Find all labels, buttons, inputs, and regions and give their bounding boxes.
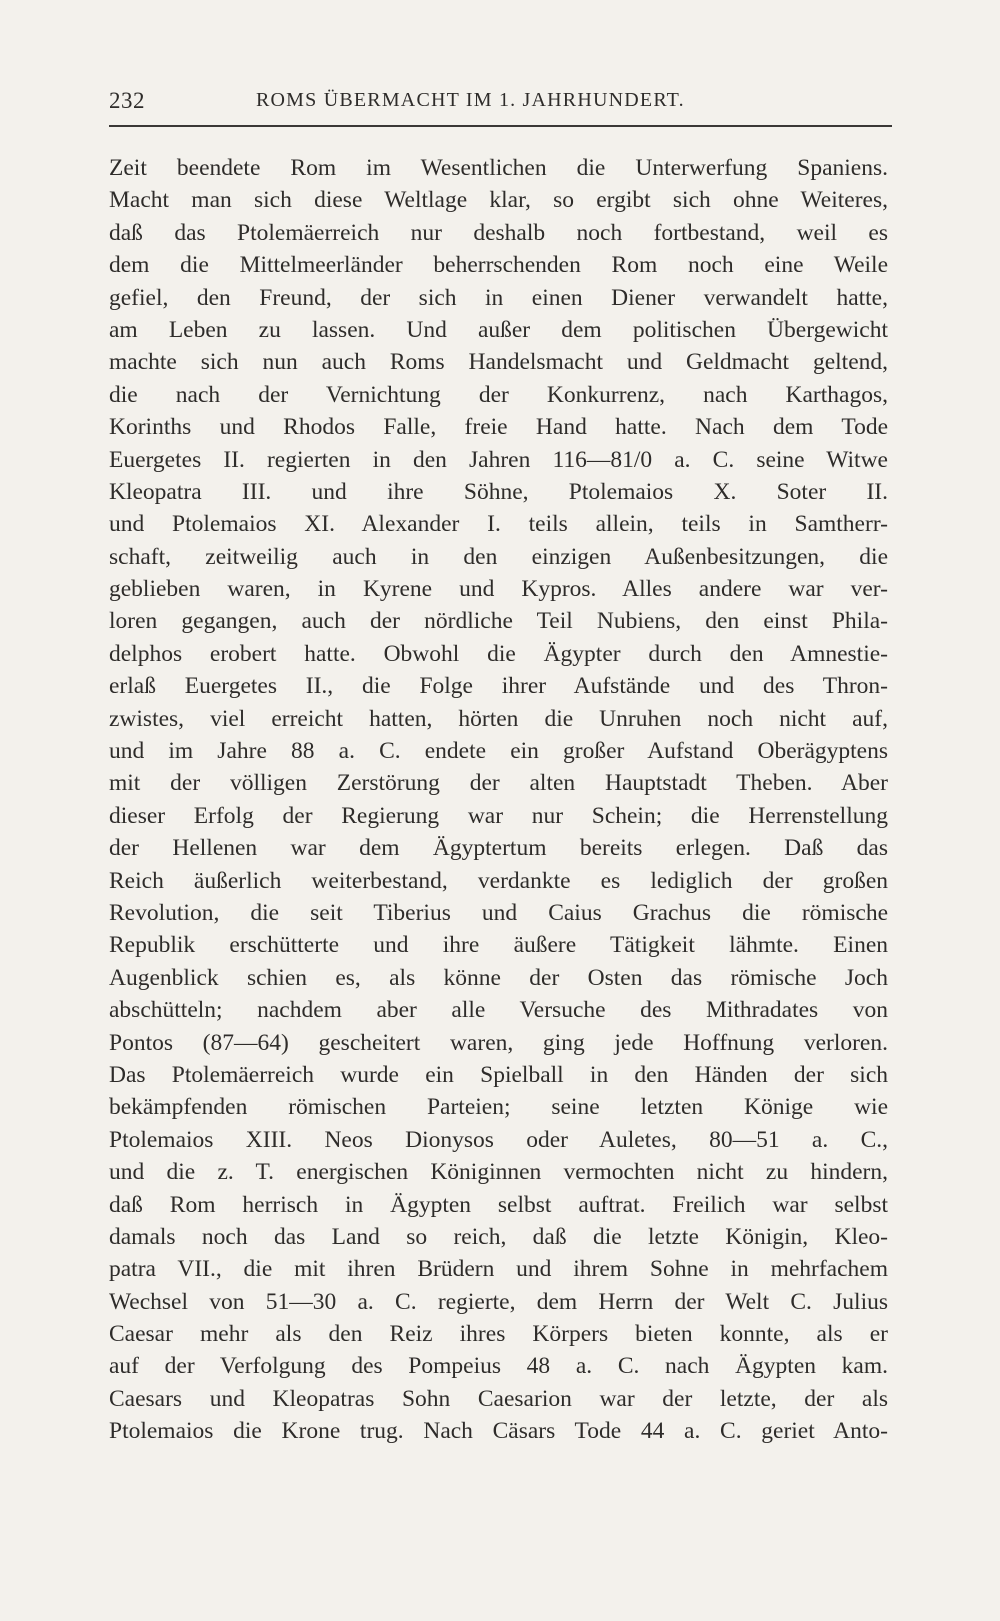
text-line: daß Rom herrisch in Ägypten selbst auftrat. Freilich war selbst <box>109 1191 888 1218</box>
running-head: ROMS ÜBERMACHT IM 1. JAHRHUNDERT. <box>256 89 685 111</box>
text-line: Korinths und Rhodos Falle, freie Hand hatte. Nach dem Tode <box>109 414 888 441</box>
text-line: am Leben zu lassen. Und außer dem politischen Übergewicht <box>109 316 888 343</box>
text-line: und Ptolemaios XI. Alexander I. teils allein, teils in Samtherr- <box>109 511 888 538</box>
text-line: Kleopatra III. und ihre Söhne, Ptolemaios X. Soter II. <box>109 478 888 505</box>
text-line: auf der Verfolgung des Pompeius 48 a. C. nach Ägypten kam. <box>109 1353 888 1380</box>
text-line: machte sich nun auch Roms Handelsmacht und Geldmacht geltend, <box>109 349 888 376</box>
text-line: daß das Ptolemäerreich nur deshalb noch fortbestand, weil es <box>109 219 888 246</box>
text-line: damals noch das Land so reich, daß die letzte Königin, Kleo- <box>109 1223 888 1250</box>
text-line: mit der völligen Zerstörung der alten Hauptstadt Theben. Aber <box>109 770 888 797</box>
text-line: die nach der Vernichtung der Konkurrenz, nach Karthagos, <box>109 381 888 408</box>
text-line: Revolution, die seit Tiberius und Caius Grachus die römische <box>109 899 888 926</box>
text-line: loren gegangen, auch der nördliche Teil Nubiens, den einst Phila- <box>109 608 888 635</box>
text-line: erlaß Euergetes II., die Folge ihrer Aufstände und des Thron- <box>109 673 888 700</box>
text-line: Caesar mehr als den Reiz ihres Körpers bieten konnte, als er <box>109 1321 888 1348</box>
text-line: Augenblick schien es, als könne der Osten das römische Joch <box>109 964 888 991</box>
text-line: gefiel, den Freund, der sich in einen Diener verwandelt hatte, <box>109 284 888 311</box>
text-line: der Hellenen war dem Ägyptertum bereits erlegen. Daß das <box>109 835 888 862</box>
text-line: dem die Mittelmeerländer beherrschenden Rom noch eine Weile <box>109 252 888 279</box>
text-line: patra VII., die mit ihren Brüdern und ihrem Sohne in mehrfachem <box>109 1256 888 1283</box>
header-rule <box>109 125 892 127</box>
text-line: Das Ptolemäerreich wurde ein Spielball in den Händen der sich <box>109 1061 888 1088</box>
text-line: Wechsel von 51—30 a. C. regierte, dem Herrn der Welt C. Julius <box>109 1288 888 1315</box>
text-line: delphos erobert hatte. Obwohl die Ägypter durch den Amnestie- <box>109 640 888 667</box>
text-line: dieser Erfolg der Regierung war nur Schein; die Herrenstellung <box>109 802 888 829</box>
text-line: Ptolemaios die Krone trug. Nach Cäsars Tode 44 a. C. geriet Anto- <box>109 1418 888 1445</box>
text-line: Zeit beendete Rom im Wesentlichen die Unterwerfung Spaniens. <box>109 155 888 181</box>
text-line: Ptolemaios XIII. Neos Dionysos oder Auletes, 80—51 a. C., <box>109 1126 888 1153</box>
text-line: zwistes, viel erreicht hatten, hörten die Unruhen noch nicht auf, <box>109 705 888 732</box>
text-line: abschütteln; nachdem aber alle Versuche des Mithradates von <box>109 997 888 1024</box>
text-line: schaft, zeitweilig auch in den einzigen Außenbesitzungen, die <box>109 543 888 570</box>
text-line: Euergetes II. regierten in den Jahren 116—81/0 a. C. seine Witwe <box>109 446 888 473</box>
text-line: Republik erschütterte und ihre äußere Tätigkeit lähmte. Einen <box>109 932 888 959</box>
text-line: Macht man sich diese Weltlage klar, so ergibt sich ohne Weiteres, <box>109 187 888 214</box>
page-header <box>109 88 891 124</box>
text-line: und im Jahre 88 a. C. endete ein großer Aufstand Oberägyptens <box>109 738 888 765</box>
text-line: Caesars und Kleopatras Sohn Caesarion war der letzte, der als <box>109 1385 888 1412</box>
text-line: bekämpfenden römischen Parteien; seine letzten Könige wie <box>109 1094 888 1121</box>
body-text <box>109 152 888 1448</box>
text-line: Pontos (87—64) gescheitert waren, ging jede Hoffnung verloren. <box>109 1029 888 1056</box>
text-line: geblieben waren, in Kyrene und Kypros. Alles andere war ver- <box>109 576 888 603</box>
text-line: Reich äußerlich weiterbestand, verdankte es lediglich der großen <box>109 867 888 894</box>
page-number: 232 <box>109 88 145 113</box>
text-line: und die z. T. energischen Königinnen vermochten nicht zu hindern, <box>109 1159 888 1186</box>
